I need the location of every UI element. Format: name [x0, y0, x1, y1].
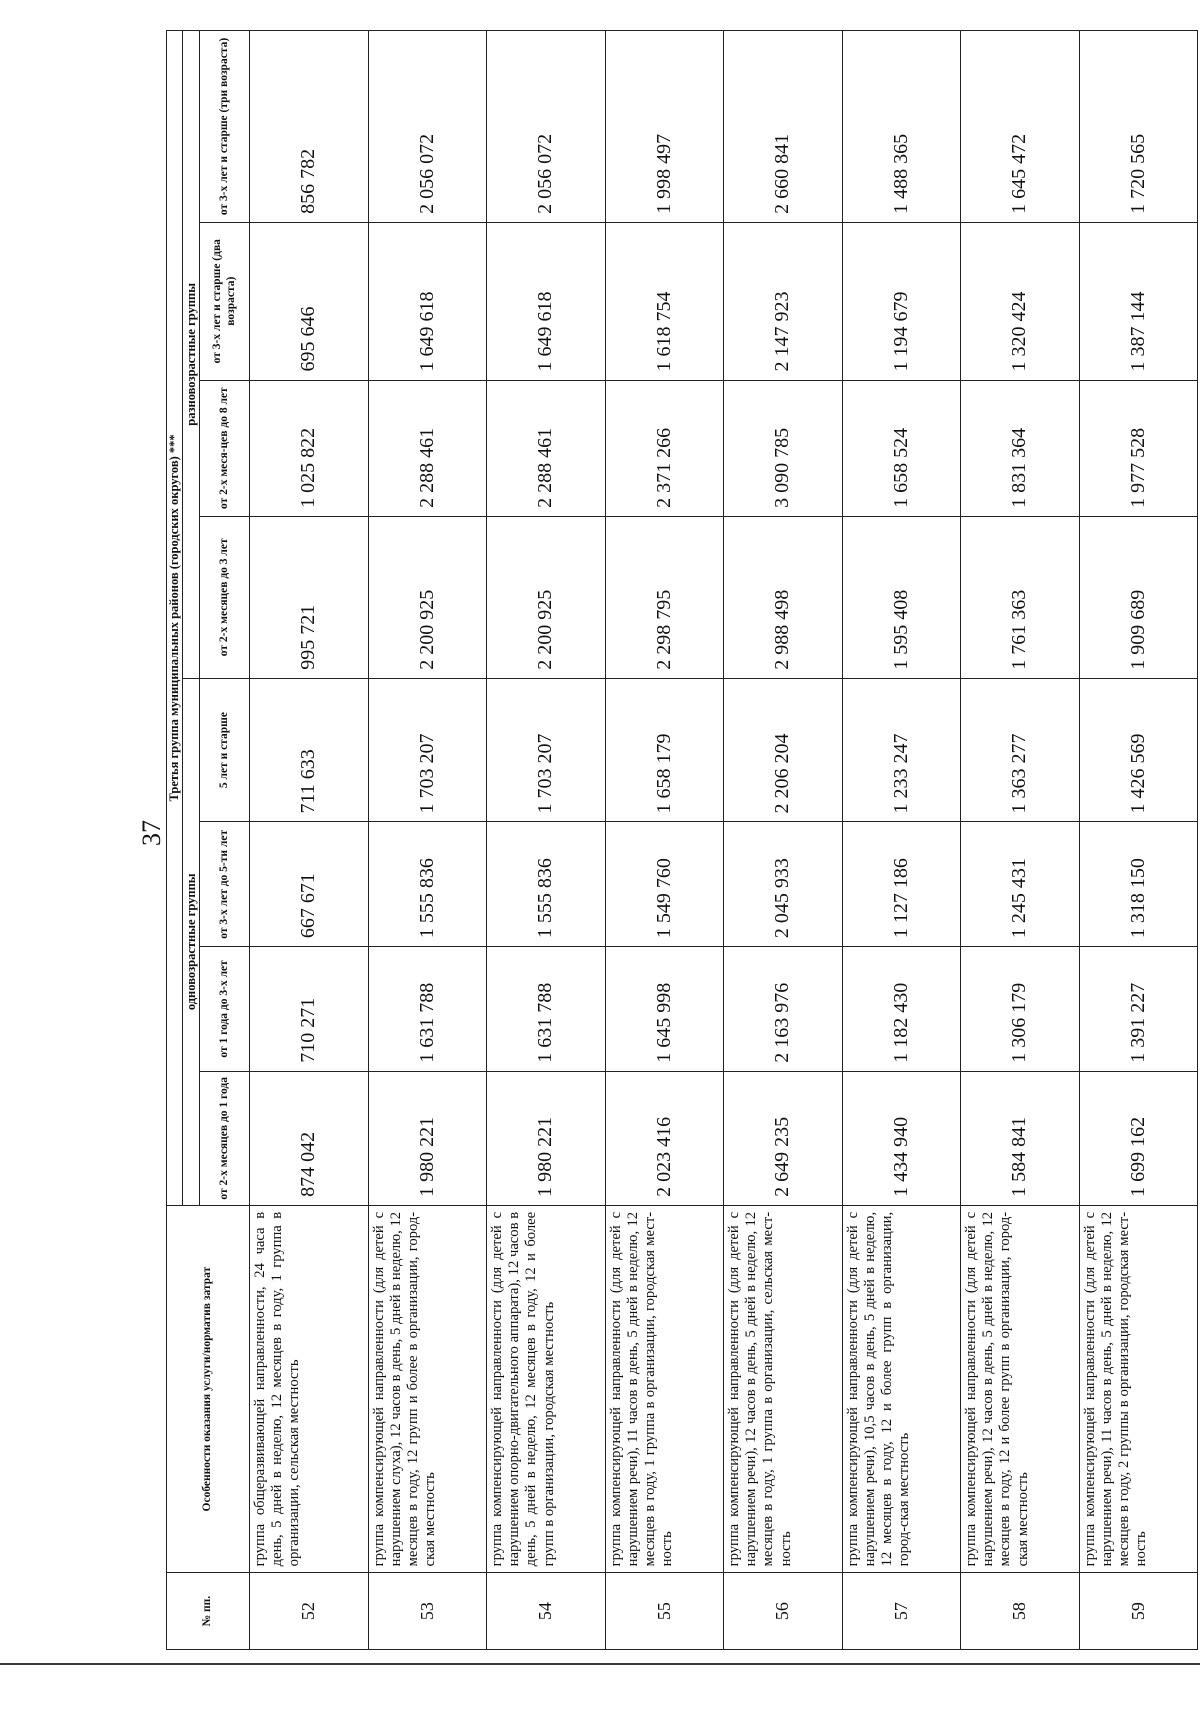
cost-value: 1 631 788	[487, 947, 606, 1072]
cost-norms-table	[166, 30, 1198, 1650]
cost-value: 1 555 836	[368, 822, 487, 947]
cost-value: 2 988 498	[724, 516, 843, 678]
cost-value: 2 200 925	[368, 516, 487, 678]
col-header-6: от 2-х меся-цев до 8 лет	[200, 380, 250, 516]
cost-value: 1 977 528	[1079, 380, 1198, 516]
page-number: 37	[137, 820, 166, 846]
cost-value: 1 703 207	[487, 678, 606, 822]
cost-value: 1 127 186	[842, 822, 961, 947]
cost-value: 2 371 266	[605, 380, 724, 516]
cost-value: 1 584 841	[961, 1071, 1080, 1205]
cost-value: 856 782	[250, 31, 369, 223]
col-header-5: от 2-х месяцев до 3 лет	[200, 516, 250, 678]
cost-value: 2 649 235	[724, 1071, 843, 1205]
cost-value: 1 831 364	[961, 380, 1080, 516]
cost-value: 1 363 277	[961, 678, 1080, 822]
cost-value: 1 631 788	[368, 947, 487, 1072]
cost-value: 1 658 524	[842, 380, 961, 516]
cost-value: 1 182 430	[842, 947, 961, 1072]
super-header-group3: Третья группа муниципальных районов (городских округов) ***	[167, 31, 183, 1206]
col-header-7: от 3-х лет и старше (два возраста)	[200, 222, 250, 380]
row-number: 53	[368, 1573, 487, 1650]
col-header-1: от 2-х месяцев до 1 года	[200, 1071, 250, 1205]
table-row	[368, 31, 487, 1650]
table-row	[605, 31, 724, 1650]
cost-value: 1 703 207	[368, 678, 487, 822]
table-row	[487, 31, 606, 1650]
cost-value: 2 045 933	[724, 822, 843, 947]
table-row	[842, 31, 961, 1650]
service-description: группа компенсирующей направленности (для детей с нарушением речи), 12 часов в день, 5 дней в неделю, 12 месяцев в году, 12 и более групп в организации, город-ская местность	[961, 1205, 1080, 1572]
col-header-2: от 1 года до 3-х лет	[200, 947, 250, 1072]
cost-value: 2 288 461	[487, 380, 606, 516]
cost-value: 1 645 998	[605, 947, 724, 1072]
rotated-table-container	[166, 30, 1198, 1650]
table-row	[250, 31, 369, 1650]
table-row	[724, 31, 843, 1650]
row-number: 59	[1079, 1573, 1198, 1650]
cost-value: 1 194 679	[842, 222, 961, 380]
cost-value: 1 980 221	[368, 1071, 487, 1205]
service-description: группа общеразвивающей направленности, 24 часа в день, 5 дней в неделю, 12 месяцев в году, 1 группа в организации, сельская местность	[250, 1205, 369, 1572]
cost-value: 1 245 431	[961, 822, 1080, 947]
cost-value: 1 699 162	[1079, 1071, 1198, 1205]
cost-value: 1 426 569	[1079, 678, 1198, 822]
table-row	[961, 31, 1080, 1650]
cost-value: 1 233 247	[842, 678, 961, 822]
cost-value: 2 023 416	[605, 1071, 724, 1205]
cost-value: 1 387 144	[1079, 222, 1198, 380]
cost-value: 1 434 940	[842, 1071, 961, 1205]
row-number: 54	[487, 1573, 606, 1650]
col-header-8: от 3-х лет и старше (три возраста)	[200, 31, 250, 223]
cost-value: 1 720 565	[1079, 31, 1198, 223]
cost-value: 1 306 179	[961, 947, 1080, 1072]
cost-value: 1 649 618	[368, 222, 487, 380]
row-number: 58	[961, 1573, 1080, 1650]
cost-value: 1 998 497	[605, 31, 724, 223]
group-header-single-age: одновозрастные группы	[183, 678, 200, 1205]
col-header-3: от 3-х лет до 5-ти лет	[200, 822, 250, 947]
cost-value: 1 318 150	[1079, 822, 1198, 947]
row-number: 55	[605, 1573, 724, 1650]
cost-value: 1 025 822	[250, 380, 369, 516]
scan-bottom-edge	[0, 1663, 1200, 1665]
cost-value: 2 298 795	[605, 516, 724, 678]
cost-value: 874 042	[250, 1071, 369, 1205]
cost-value: 711 633	[250, 678, 369, 822]
cost-value: 2 288 461	[368, 380, 487, 516]
cost-value: 1 649 618	[487, 222, 606, 380]
service-description: группа компенсирующей направленности (для детей с нарушением слуха), 12 часов в день, 5 дней в неделю, 12 месяцев в году, 12 групп и более в организации, город-ская местность	[368, 1205, 487, 1572]
cost-value: 2 163 976	[724, 947, 843, 1072]
cost-value: 2 660 841	[724, 31, 843, 223]
cost-value: 995 721	[250, 516, 369, 678]
cost-value: 1 761 363	[961, 516, 1080, 678]
row-number: 56	[724, 1573, 843, 1650]
table-row	[1079, 31, 1198, 1650]
cost-value: 1 555 836	[487, 822, 606, 947]
cost-value: 2 200 925	[487, 516, 606, 678]
cost-value: 1 549 760	[605, 822, 724, 947]
service-description: группа компенсирующей направленности (для детей с нарушением речи), 11 часов в день, 5 дней в неделю, 12 месяцев в году, 1 группа в организации, городская мест-ность	[605, 1205, 724, 1572]
cost-value: 1 658 179	[605, 678, 724, 822]
group-header-mixed-age: разновозрастные группы	[183, 31, 200, 679]
service-description: группа компенсирующей направленности (для детей с нарушением опорно-двигательного аппарата), 12 часов в день, 5 дней в неделю, 12 месяцев в году, 12 и более групп в организации, городская местность	[487, 1205, 606, 1572]
col-header-num: № пп.	[167, 1573, 250, 1650]
cost-value: 3 090 785	[724, 380, 843, 516]
service-description: группа компенсирующей направленности (для детей с нарушением речи), 10,5 часов в день, 5 дней в неделю, 12 месяцев в году, 12 и более групп в организации, город-ская местность	[842, 1205, 961, 1572]
cost-value: 1 320 424	[961, 222, 1080, 380]
cost-value: 667 671	[250, 822, 369, 947]
cost-value: 2 147 923	[724, 222, 843, 380]
cost-value: 1 645 472	[961, 31, 1080, 223]
cost-value: 1 595 408	[842, 516, 961, 678]
col-header-desc: Особенности оказания услуги/норматив затрат	[167, 1205, 250, 1572]
cost-value: 710 271	[250, 947, 369, 1072]
cost-value: 1 488 365	[842, 31, 961, 223]
cost-value: 2 056 072	[487, 31, 606, 223]
cost-value: 1 909 689	[1079, 516, 1198, 678]
row-number: 52	[250, 1573, 369, 1650]
cost-value: 1 618 754	[605, 222, 724, 380]
cost-value: 2 206 204	[724, 678, 843, 822]
col-header-4: 5 лет и старше	[200, 678, 250, 822]
cost-value: 695 646	[250, 222, 369, 380]
cost-value: 1 980 221	[487, 1071, 606, 1205]
service-description: группа компенсирующей направленности (для детей с нарушением речи), 11 часов в день, 5 дней в неделю, 12 месяцев в году, 2 группы в организации, городская мест-ность	[1079, 1205, 1198, 1572]
row-number: 57	[842, 1573, 961, 1650]
cost-value: 2 056 072	[368, 31, 487, 223]
cost-value: 1 391 227	[1079, 947, 1198, 1072]
service-description: группа компенсирующей направленности (для детей с нарушением речи), 12 часов в день, 5 дней в неделю, 12 месяцев в году, 1 группа в организации, сельская мест-ность	[724, 1205, 843, 1572]
